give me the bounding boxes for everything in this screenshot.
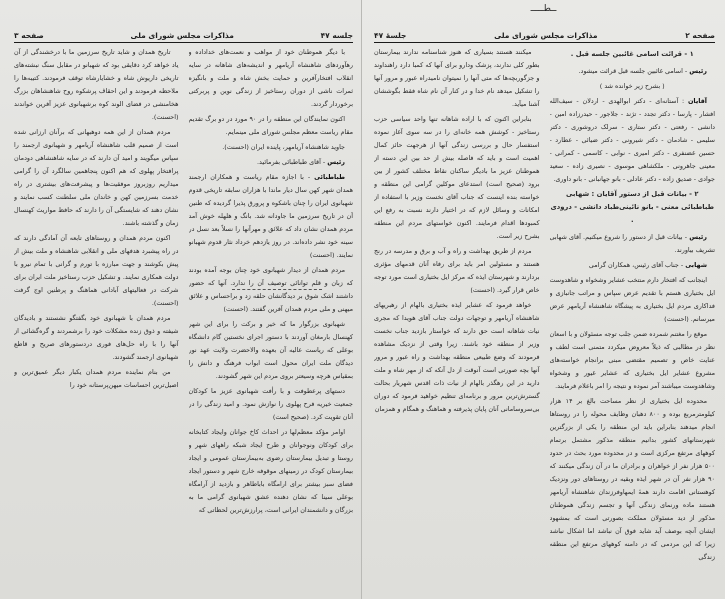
- text-column-right: [550, 46, 716, 589]
- speech-text: : آستانه‌ای - دکتر ابوالهدی - اردلان - سیف‌الله افشار - پارسا - دکتر تجدد - تژند - جلاجور - حیدرزاده امین - دانشی - رفعتی - دکتر ستاری - سرلک دروشوری - دکتر سلیمی - شادمان - دکتر شیرونی - دکتر ضیائی - عطارد - حسین غضنفری - دکتر امیری - نوابی - کاسمی - کمرانی - معینی جاهرونی - ملکشاهی موسوی - نصیری زاده - سعید جوادی - صدیق زاده - دکتر عادلی - بانو جهانبانی - بانو داوری.: [549, 97, 715, 183]
- body-paragraph: مردم همدان از دیدار شهبانوی خود چنان بوجه آمده بودند که زبان و قلم توانائی توصیف آن را ندارد. آنها که حضور داشتند اشک شوق بر دیدگانشان حلقه زد و براحساس و علائق میهنی و ملی مردم همدان آفرین گفتند. (احسنت): [188, 266, 353, 313]
- body-paragraph: جاوید شاهنشاه آریامهر، پاینده ایران (احسنت).: [222, 143, 345, 151]
- body-paragraph: اکنون نمایندگان این منطقه را در ۹۰ مورد در دو برگ تقدیم مقام ریاست معظم مجلس شورای ملی مینمایم.: [188, 115, 353, 136]
- body-paragraph: مردم همدان با شهبانوی خود بگفتگو نشستند و بادیدگان شیفته و ذوق زنده مشکلات خود را برشمردند و گره‌گشائی از آنها را با راه حل‌های فوری دردستورهای صریح و قاطع شهبانوی ارجمند گشودند.: [14, 314, 179, 361]
- text-column-left: [374, 46, 540, 589]
- procedural-note: ( بشرح زیر خوانده شد ): [599, 82, 665, 90]
- section-heading: ۱ - قرائت اسامی غائبین جلسه قبل .: [570, 50, 694, 58]
- body-paragraph: موقع را مغتنم شمرده ضمن جلب توجه مسئولان و با اسعان نظر در مطالبی که ذیلاً معروض میکردد متمنی است لطف و عنایت خاص و تصمیم مقتضی مبنی برانجام خواسته‌های مشروع عشایر ایل بختیاری که عشایر غیور و وشخواه وشاهدوست میباشند آمر نموده و نتیجه را امر باعلام فرمایند.: [549, 330, 715, 390]
- text-column-right: [189, 46, 354, 589]
- right-page-header: [374, 28, 715, 43]
- speaker-name: آقایان: [687, 97, 707, 105]
- section-heading: ۲ - بیانات قبل از دستور آقایان : شهابی طباطبائی معنی - بانو نائینی‌طباد دانشی - درودی .: [550, 190, 714, 224]
- page-number: صفحه ۳: [14, 31, 44, 40]
- body-paragraph: میکنند هستند بسیاری که هنوز شناسنامه ندارند بیمارستان بطور کلی ندارند، پزشک ودارو برای آنها که کمبا دارد راهنداوند و جزگوربچه‌ها که متی آنها را نمیتوان نامیدراه عبور و مرور آنها را تشکیل میدهد نام خدا و در کنار آن نام شاه فقط بگوششان آشنا میآید.: [374, 48, 540, 108]
- body-paragraph: با دیگر هموطنان خود از مواهب و نعمت‌های خداداده و رهآوردهای شاهنشاه آریامهر و اندیشه‌های شاهانه در سایه انقلاب افتخارآفرین و حمایت بخش شاه و ملت و بانگیزه ثمرات ناشی از دوران رستاخیز از زندگی نوین و پربرکتی برخوردار گردند.: [188, 48, 353, 108]
- speaker-paragraph: [550, 259, 716, 272]
- speech-text: - جناب آقای رئیس، همکاران گرامی: [588, 261, 686, 269]
- speaker-paragraph: [550, 65, 716, 78]
- text-column-left: [14, 46, 179, 589]
- left-page-columns: [14, 46, 353, 589]
- speaker-paragraph: [550, 231, 716, 257]
- speech-text: - آقای طباطبائی بفرمائید.: [257, 158, 328, 166]
- session-number: جلسهٔ ۴۷: [374, 31, 407, 40]
- speech-text: - اسامی غائبین جلسه قبل قرائت میشود.: [578, 67, 690, 75]
- running-title: مذاکرات مجلس شورای ملی: [494, 31, 598, 40]
- body-paragraph: مردم همدان از این همه دوهبهانی که برآنان ارزانی شده است از صمیم قلب شاهنشاه آریامهر و شهبانوی ارجمند را سپاس میگویند و امید آن دارند که در سایه شاهنشاهی دودمان پرافتخار پهلوی که هم اکنون پنجاهمین سالگرد آن را گرامی میداریم روزبروز موفقیت‌ها و پیشرفت‌های بیشتری در راه خدمت بسرزمین کهن و خاندان ملی سلطنت کسب نمایند و نشان دهند که شایستگی آن را دارند که حافظ مواریث کهنسال زمان و گذشته باشند.: [14, 128, 179, 227]
- speaker-paragraph: [189, 156, 354, 169]
- body-paragraph: مردم از طریق بهداشت و راه و آب و برق و مدرسه در رنج هستند و مسئولین امر باید برای رفاه آنان قدمهای مؤثری بردارند و شهرستان ایذه که مرکز ایل بختیاری است مورد توجه خاص قرار گیرد. (احسنت): [374, 247, 540, 294]
- body-paragraph: محدوده ایل بختیاری از نظر مساحت بالغ بر ۱۴ هزار کیلومترمربع بوده و ۸۰۰ دهبان وظایف محوله را در روستاها انجام میدهند بنابراین باید این منطقه را یکی از بزرگترین شهرستانهای کشور بدانیم منطقه مذکور مشتمل برتمام کوههای مرتفع مرکزی است و در محدوده مورد بحث در حدود ۵۰۰ هزار نفر از خواهران و برادران ما در آن زندگی میکنند که ۹۰ هزار نفر آن در شهر ایذه وبقیه در روستاهای دور ونزدیک کوهستانی اقامت دارند همهٔ ایمهاوفرزندان شاهنشاه آریامهر هستند ماده ورنمای زندگی آنها و تجسم زندگی هموطنان مذکور از دید مسئولان مملکت بصورتی است که بمشهود ایشان آنچه بوصف آید شاید فوق آن نباشد اما اشکال نباشد زیرا که این مردمی که در دامنه کوههای مرتفع این منطقه زندگی: [549, 397, 715, 561]
- left-page-header: [14, 28, 353, 43]
- body-paragraph: شهبانوی بزرگوار ما که خیر و برکت را برای این شهر کهنسال بارمغان آوردند با دستور اجرای نخستین گام دانشگاه بوعلی که ریاست عالیه آن بعهده والاحضرت ولایت عهد نور دیدگان ملت ایران محول است ابواب فرهنگ و دانش را بمقیاس هرچه وسیعتر بروی مردم این شهر گشودند.: [188, 320, 353, 380]
- speaker-paragraph: [550, 95, 716, 186]
- speaker-name: رئیس: [689, 233, 707, 241]
- pencil-mark: [232, 289, 322, 290]
- speaker-name: رئیس: [689, 67, 707, 75]
- speaker-name: شهابی: [685, 261, 707, 269]
- right-page-columns: [374, 46, 715, 589]
- page-number: صفحه ۲: [685, 31, 715, 40]
- speaker-name: رئیس: [327, 158, 345, 166]
- body-paragraph: خواهد فرمود که عشایر ایذه بختیاری بالهام از رهبریهای شاهنشاه آریامهر و توجهات دولت جناب آقای هویدا که مجری نیات شاهانه است حق دارند که خواستار بازدید جناب نخست وزیر از منطقه خود باشند. زیرا وقتی از نزدیک مشاهده فرمودند که وضع طبیعی منطقه بهداشت و راه عبور و مرور آنها بچه صورتی است آنوقت از دل آنکه که از مهر شاه و ملت دارید در این رهگذر بالهام از نیات ذات اقدس شهریار بحالت گسترش‌ترین مرور و برنامه‌ای تنظیم خواهید فرمود که دوران بی‌سروسامانی آنان پایان پذیرفته و هماهنگ و همگام و همزمان: [374, 301, 540, 413]
- body-paragraph: تاریخ همدان و شاید تاریخ سرزمین ما با درخشندگی از آن یاد خواهد کرد دقایقی بود که شهبانو در مقابل سنگ نبشته‌های تاریخی داریوش شاه و خشایارشاه توقف فرمودند. کتیبه‌ها را ملاحظه فرمودند و این احقاف پرشکوه روح شاهنشاهان بزرگ هخامنشی در فضای الوند کوه برشهبانوی عزیز آفرین خواندند (احسنت).: [14, 48, 179, 121]
- body-paragraph: دستهای پرعطوفت و با رأفت شهبانوی عزیز ما کودکان جمعیت خیریه فرح پهلوی را نوازش نمود. و امید زندگی را در آنان تقویت کرد. (صحیح است): [188, 387, 353, 421]
- top-ornament: ــطـــــ: [530, 4, 557, 14]
- session-number: جلسه ۴۷: [320, 31, 353, 40]
- speaker-paragraph: [189, 171, 354, 262]
- speech-text: - بیانات قبل از دستور را شروع میکنیم. آقای شهابی تشریف بیاورند.: [549, 233, 715, 254]
- body-paragraph: بنابراین اکنون که با اراده شاهانه تنها واحد سیاسی حزب رستاخیز - کوشش همه خانه‌ای را در سه سوی آغاز نموده استفسار حال و بررسی زندگی آنها از هرجهت حائز کمال اهمیت است و باید که فاصله بیش از حد بین این دسته از هموطنان عزیز ما بادیگر ساکنان نقاط مختلف کشور از بین برود (صحیح است) استدعای موکلین گرامی این منطقه و خواسته بنده اینست که جناب آقای نخست وزیر با استفاده از امکانات و وسائل لازم که در اختیار دارند نسبت به رفع این کمبودها اقدام فرمایند. اکنون خواستهای مردم این منطقه بشرح زیر است.: [374, 115, 540, 240]
- left-page: [0, 0, 362, 599]
- body-paragraph: من بنام نماینده مردم همدان یکبار دیگر عمیق‌ترین و اصیل‌ترین احساسات میهن‌پرستانه خود را: [14, 368, 179, 389]
- running-title: مذاکرات مجلس شورای ملی: [130, 31, 234, 40]
- body-paragraph: اوامر مؤکد معظم‌لها در احداث کاخ جوانان وایجاد کتابخانه برای کودکان ونوجوانان و طرح ایجاد شبکه راههای شهر و روستا و تبدیل بیمارستان رضوی به‌بیمارستان عمومی و ایجاد بیمارستان کودک در زمینهای موقوفه خارج شهر و دستور ایجاد فضای سبز بیشتر برای ارامگاه باباطاهر و بازدید از آرامگاه بوعلی سینا که نشان دهنده عشق شهبانوی گرامی ما به بزرگان و دانشمندان ایرانی است، پرارزش‌ترین لحظاتی که: [188, 428, 353, 514]
- body-paragraph: اکنون مردم همدان و روستاهای تابعه آن آمادگی دارند که در راه پیشبرد هدفهای ملی و انقلابی شاهنشاه و ملت بیش از پیش بکوشند و جهت مبارزه با تورم و گرانی با تمام نیرو با دولت همکاری نمایند. و تشکیل حزب رستاخیز ملت ایران برای شرکت در فعالیتهای آبادانی هماهنگ و پرطنین اوج گرفت (احسنت).: [14, 234, 179, 307]
- speaker-name: طباطبائی: [314, 173, 345, 181]
- body-paragraph: اینجانب که افتخار دارم منتخب عشایر وشخواه و شاهدوست ایل بختیاری هستم با تقدیم عرض سپاس و مراتب جانبازی و فداکاری مردم ایل بختیاری به پیشگاه شاهنشاه آریامهر عرض میرسانم. (احسنت): [549, 276, 715, 323]
- speech-text: - با اجازه مقام ریاست و همکاران ارجمند همدان شهر کهن سال دیار ماندا با هزاران سابقه تاریخی قدوم شهبانوی ایران را چنان باشکوه و پرورق پذیرا گردیده که طنین آن در تاریخ سرزمین ما جاودانه شد. بانگ و هلهله خوش آمد مردم همدان نشان داد که علائق و مهرآنها را نسلاً بعد نسل در سینه خود نشر داده‌اند. در روز یازدهم خرداد نثار قدوم شهبانو نمایند. (احسنت): [188, 173, 353, 259]
- right-page: [362, 0, 725, 599]
